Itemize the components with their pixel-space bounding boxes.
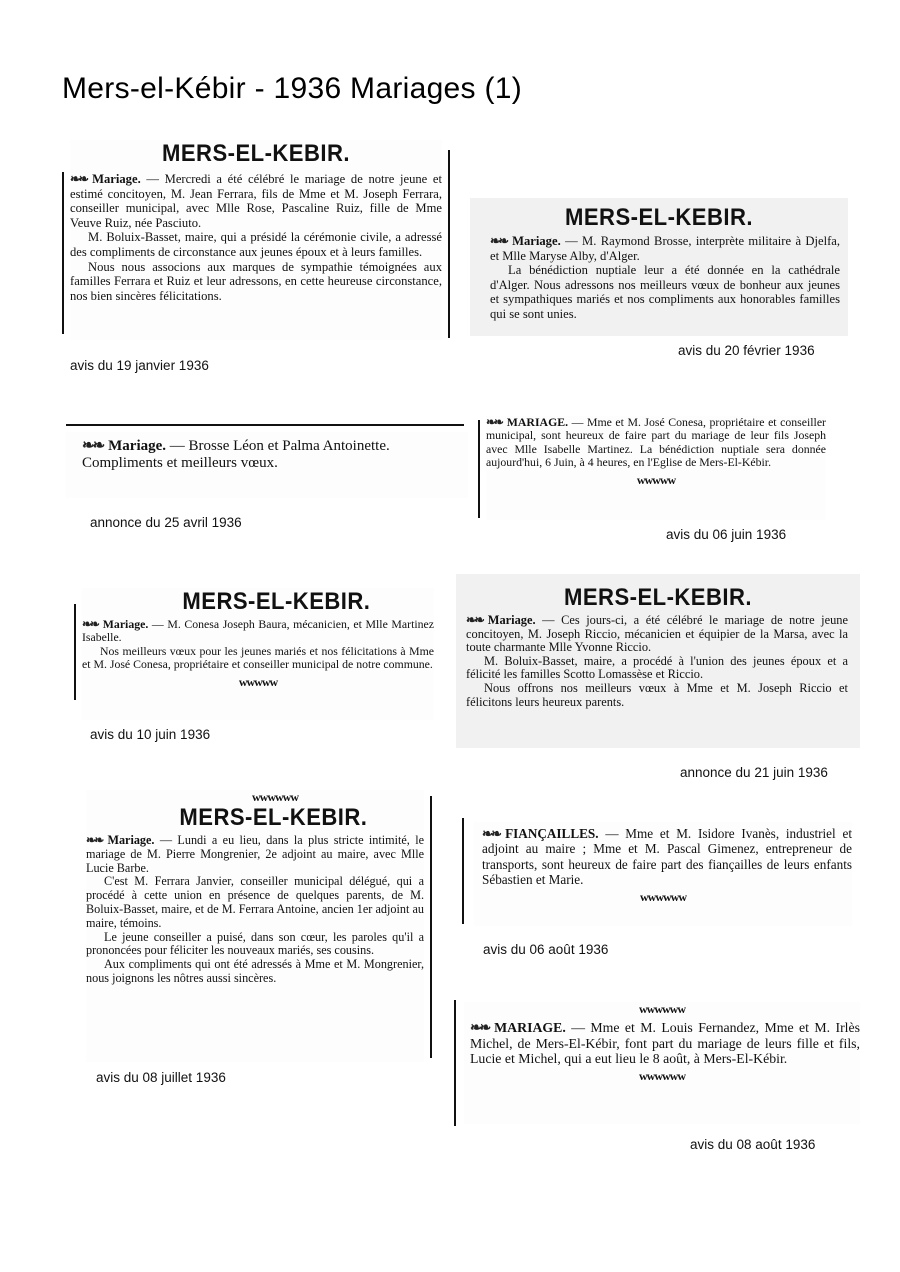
clipping-caption: avis du 10 juin 1936 — [90, 727, 211, 742]
clipping-lead: Mariage. — [92, 172, 141, 186]
clipping-lead: Mariage. — [108, 438, 167, 454]
ornament-icon: ❧❧ — [482, 826, 501, 841]
clipping-paragraph: La bénédiction nuptiale leur a été donnée en la cathédrale d'Alger. Nous adressons nos meilleurs vœux de bonheur aux jeunes et sympathiques mariés et nos compliments aux honorables familles qui se sont unies. — [490, 263, 840, 321]
column-rule — [74, 604, 76, 700]
clipping-body — [490, 234, 840, 322]
clipping-paragraph: — Mme et M. Louis Fernandez, Mme et M. Irlès Michel, de Mers-El-Kébir, font part du mariage de leurs fille et fils, Lucie et Michel, qui a eut lieu le 8 août, à Mers-El-Kébir. — [470, 1020, 860, 1067]
clipping-body — [470, 1020, 860, 1067]
clipping-caption: annonce du 21 juin 1936 — [680, 765, 828, 780]
clipping-marriage-riccio — [456, 574, 860, 748]
clipping-body — [486, 416, 826, 470]
clipping-marriage-conesa-martinez-announce — [486, 416, 826, 520]
clipping-marriage-ferrara-ruiz — [70, 140, 442, 340]
clipping-body — [82, 618, 434, 672]
clipping-heading: MERS-EL-KEBIR. — [565, 204, 753, 231]
ornament-divider: wwwww — [636, 472, 676, 487]
clipping-body — [482, 826, 852, 888]
ornament-divider: wwwww — [238, 674, 278, 689]
clipping-caption: avis du 06 août 1936 — [483, 942, 609, 957]
clipping-marriage-mongrenier-barbe — [86, 790, 424, 1062]
clipping-paragraph: M. Boluix-Basset, maire, a procédé à l'union des jeunes époux et a félicité les familles Scotto Lomassèse et Riccio. — [466, 653, 848, 682]
clipping-lead: MARIAGE. — [494, 1020, 566, 1035]
clipping-caption: avis du 08 juillet 1936 — [96, 1070, 226, 1085]
column-rule — [430, 796, 432, 1058]
clipping-lead: Mariage. — [102, 617, 149, 631]
clipping-caption: avis du 06 juin 1936 — [666, 527, 787, 542]
column-rule — [448, 150, 450, 338]
clipping-paragraph: Nous nous associons aux marques de sympathie témoignées aux familles Ferrara et Ruiz et leur adressons, en cette heureuse circonstance, nos bien sincères félicitations. — [70, 259, 442, 303]
clipping-engagement-ivanes-gimenez — [474, 822, 852, 926]
ornament-icon: ❧❧ — [466, 613, 483, 627]
column-rule — [454, 1000, 456, 1126]
ornament-icon: ❧❧ — [470, 1020, 490, 1035]
clipping-caption: avis du 19 janvier 1936 — [70, 358, 209, 373]
clipping-heading: MERS-EL-KEBIR. — [564, 584, 752, 611]
ornament-icon: ❧❧ — [490, 234, 508, 248]
ornament-icon: ❧❧ — [82, 438, 104, 454]
clipping-paragraph: C'est M. Ferrara Janvier, conseiller municipal délégué, qui a procédé à cette union en présence de quelques parents, de M. Boluix-Basset, maire, et de M. Ferrara Antoine, ancien 1er adjoint au maire, témoins. — [86, 874, 424, 930]
ornament-icon: ❧❧ — [86, 833, 103, 847]
clipping-paragraph: Aux compliments qui ont été adressés à Mme et M. Mongrenier, nous joignons les nôtres aussi sincères. — [86, 957, 424, 985]
clipping-body — [86, 834, 424, 986]
clipping-body — [82, 438, 466, 472]
clipping-lead: Mariage. — [107, 833, 155, 847]
clipping-heading: MERS-EL-KEBIR. — [179, 804, 368, 831]
ornament-divider: wwwwww — [640, 889, 686, 904]
clipping-body — [466, 614, 848, 709]
clipping-caption: avis du 20 février 1936 — [678, 343, 815, 358]
clipping-paragraph: Nous offrons nos meilleurs vœux à Mme et M. Joseph Riccio et félicitons leurs heureux parents. — [466, 680, 848, 709]
clipping-caption: annonce du 25 avril 1936 — [90, 515, 242, 530]
clipping-paragraph: Le jeune conseiller a puisé, dans son cœur, les paroles qu'il a prononcées pour féliciter les nouveaux mariés, ses cousins. — [86, 929, 424, 958]
clipping-lead: Mariage. — [487, 613, 536, 627]
ornament-divider: wwwwww — [252, 790, 298, 804]
clipping-marriage-conesa-martinez — [82, 588, 434, 720]
clipping-paragraph: Nos meilleurs vœux pour les jeunes mariés et nos félicitations à Mme et M. José Conesa, propriétaire et conseiller municipal de notre commune. — [82, 643, 434, 672]
clipping-caption: avis du 08 août 1936 — [690, 1137, 816, 1152]
clipping-paragraph: — Mme et M. José Conesa, propriétaire et conseiller municipal, sont heureux de faire part du mariage de leur fils Joseph avec Mlle Isabelle Martinez. La bénédiction nuptiale sera donnée aujourd'hui, 6 Juin, à 4 heures, en l'Eglise de Mers-El-Kébir. — [486, 416, 826, 470]
clipping-marriage-brosse-palma — [66, 432, 468, 498]
clipping-paragraph: — Mme et M. Isidore Ivanès, industriel et adjoint au maire ; Mme et M. Pascal Gimenez, entrepreneur de transports, sont heureux de faire part des fiançailles de leurs enfants Sébastien et Marie. — [482, 826, 852, 888]
column-rule — [478, 420, 480, 518]
page-title: Mers-el-Kébir - 1936 Mariages (1) — [62, 72, 523, 105]
ornament-icon: ❧❧ — [486, 416, 502, 429]
clipping-body — [70, 172, 442, 303]
clipping-marriage-fernandez-irles — [464, 1002, 860, 1124]
clipping-heading: MERS-EL-KEBIR. — [162, 140, 350, 167]
clipping-heading: MERS-EL-KEBIR. — [182, 588, 371, 615]
clipping-paragraph: Compliments et meilleurs vœux. — [82, 455, 278, 471]
ornament-icon: ❧❧ — [82, 617, 98, 631]
ornament-icon: ❧❧ — [70, 172, 88, 186]
clipping-lead: FIANÇAILLES. — [505, 826, 599, 841]
ornament-divider: wwwwww — [639, 1002, 685, 1016]
clipping-paragraph: — M. Raymond Brosse, interprète militaire à Djelfa, et Mlle Maryse Alby, d'Alger. — [490, 234, 840, 263]
clipping-paragraph: — Lundi a eu lieu, dans la plus stricte intimité, le mariage de M. Pierre Mongrenier, 2e adjoint au maire, avec Mlle Lucie Barbe. — [86, 833, 424, 875]
clipping-marriage-brosse-alby — [470, 198, 848, 336]
clipping-paragraph: — Brosse Léon et Palma Antoinette. — [169, 438, 390, 454]
clipping-lead: MARIAGE. — [506, 416, 569, 429]
column-rule — [462, 818, 464, 924]
clipping-paragraph: M. Boluix-Basset, maire, qui a présidé la cérémonie civile, a adressé des compliments de circonstance aux jeunes époux et à leurs familles. — [70, 230, 442, 259]
clipping-paragraph: — Ces jours-ci, a été célébré le mariage de notre jeune concitoyen, M. Joseph Riccio, mécanicien et équipier de la Marsa, avec la toute charmante Mlle Yvonne Riccio. — [466, 613, 848, 655]
clipping-paragraph: — M. Conesa Joseph Baura, mécanicien, et Mlle Martinez Isabelle. — [82, 617, 434, 645]
top-rule — [66, 424, 464, 426]
clipping-lead: Mariage. — [512, 234, 561, 248]
column-rule — [62, 172, 64, 334]
ornament-divider: wwwwww — [639, 1068, 685, 1083]
clipping-paragraph: — Mercredi a été célébré le mariage de notre jeune et estimé concitoyen, M. Jean Ferrara, fils de Mme et M. Joseph Ferrara, conseiller municipal, avec Mlle Rose, Pascaline Ruiz, fille de Mme Veuve Ruiz, née Pasciuto. — [70, 172, 442, 230]
